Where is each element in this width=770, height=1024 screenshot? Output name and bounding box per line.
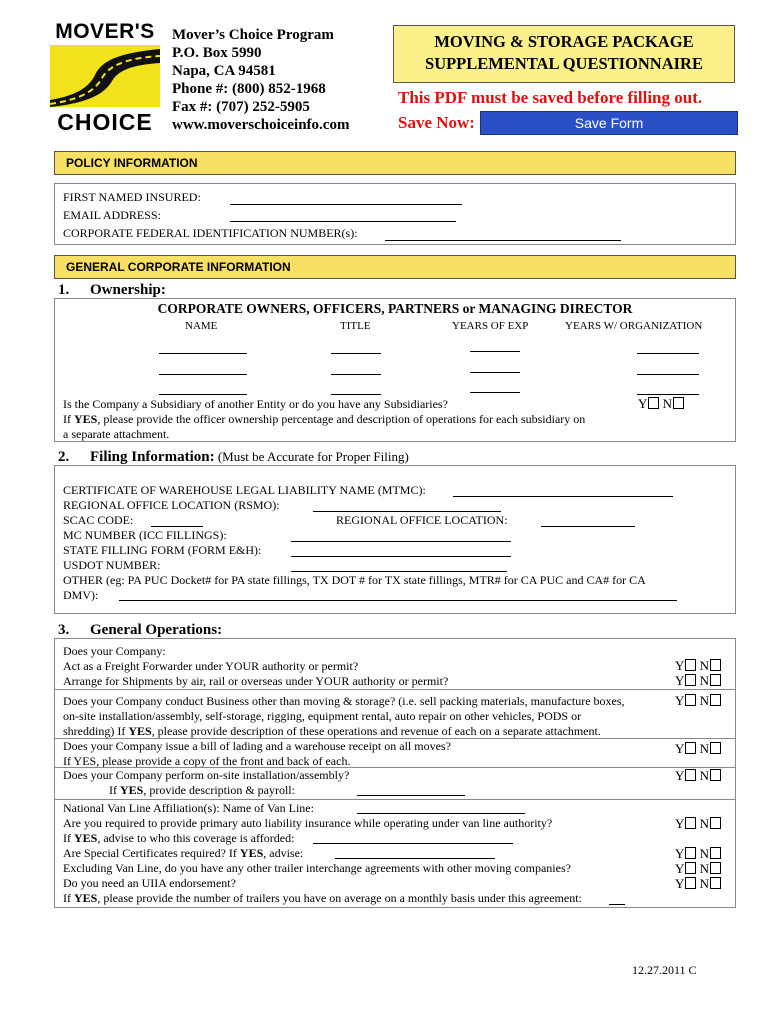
rsmo-field[interactable] — [313, 511, 501, 512]
form-version: 12.27.2011 C — [632, 963, 697, 977]
column-title: TITLE — [340, 320, 371, 332]
address-phone: Phone #: (800) 852-1968 — [172, 81, 326, 97]
subsidiary-instruction: a separate attachment. — [63, 427, 170, 441]
owner-name-field[interactable] — [159, 374, 247, 375]
onsite-installation-field[interactable] — [357, 795, 465, 796]
uiia-yes-no[interactable]: Y N — [675, 876, 721, 892]
filing-information-box — [54, 465, 736, 614]
save-form-button[interactable]: Save Form — [480, 111, 738, 135]
freight-forwarder-yes-no[interactable]: Y N — [675, 658, 721, 674]
policy-information-box — [54, 183, 736, 245]
fein-field[interactable] — [385, 240, 621, 241]
owner-title-field[interactable] — [331, 394, 381, 395]
usdot-label: USDOT NUMBER: — [63, 558, 161, 572]
section-number: 3. — [58, 622, 70, 638]
mc-number-field[interactable] — [291, 541, 511, 542]
owner-years-org-field[interactable] — [637, 394, 699, 395]
other-business-yes-no[interactable]: Y N — [675, 693, 721, 709]
bill-of-lading-yes-no[interactable]: Y N — [675, 741, 721, 757]
save-now-label: Save Now: — [398, 113, 475, 132]
road-icon — [50, 45, 160, 107]
column-years-org: YEARS W/ ORGANIZATION — [565, 320, 703, 332]
first-named-insured-field[interactable] — [230, 204, 462, 205]
scac-field[interactable] — [151, 526, 203, 527]
special-certificates-yes-no[interactable]: Y N — [675, 846, 721, 862]
subsidiary-question: Is the Company a Subsidiary of another Entity or do you have any Subsidiaries? — [63, 397, 448, 411]
policy-information-header: POLICY INFORMATION — [54, 151, 736, 175]
onsite-installation-question: Does your Company perform on-site installation/assembly? — [63, 768, 350, 782]
form-title: MOVING & STORAGE PACKAGE — [434, 32, 694, 51]
program-address — [172, 26, 349, 134]
van-line-name-field[interactable] — [357, 813, 525, 814]
other-filings-field[interactable] — [119, 600, 677, 601]
owner-title-field[interactable] — [331, 374, 381, 375]
trailer-interchange-yes-no[interactable]: Y N — [675, 861, 721, 877]
general-operations-title: General Operations: — [90, 622, 223, 638]
address-website: www.moverschoiceinfo.com — [172, 117, 350, 133]
ownership-title: Ownership: — [90, 282, 166, 298]
does-your-company-label: Does your Company: — [63, 644, 166, 658]
filing-title: Filing Information: (Must be Accurate for Proper Filing) — [90, 449, 409, 465]
owner-name-field[interactable] — [159, 353, 247, 354]
form-title-box — [393, 25, 735, 83]
owner-years-org-field[interactable] — [637, 374, 699, 375]
email-address-field[interactable] — [230, 221, 456, 222]
auto-liability-question: Are you required to provide primary auto liability insurance while operating under van line authority? — [63, 816, 553, 830]
uiia-question: Do you need an UIIA endorsement? — [63, 876, 236, 890]
auto-liability-yes-no[interactable]: Y N — [675, 816, 721, 832]
mtmc-field[interactable] — [453, 496, 673, 497]
arrange-shipments-yes-no[interactable]: Y N — [675, 673, 721, 689]
email-address-label: EMAIL ADDRESS: — [63, 208, 161, 222]
auto-liability-field[interactable] — [313, 843, 513, 844]
regional-office-field[interactable] — [541, 526, 635, 527]
ownership-box: CORPORATE OWNERS, OFFICERS, PARTNERS or MANAGING DIRECTOR NAME TITLE YEARS OF EXP YEARS W/ ORGANIZATION Is the Company a Subsidiary of another Entity or do you have any Subsidiaries? Y N If YES, please provide the officer ownership percentage and description of operations for each subsidiary on a separate attachment. — [54, 298, 736, 442]
subsidiary-yes-no[interactable]: Y N — [638, 396, 684, 412]
trailers-number-field[interactable] — [609, 904, 625, 905]
rsmo-label: REGIONAL OFFICE LOCATION (RSMO): — [63, 498, 280, 512]
state-filing-field[interactable] — [291, 556, 511, 557]
van-line-affiliation-label: National Van Line Affiliation(s): Name of Van Line: — [63, 801, 314, 815]
state-filing-label: STATE FILLING FORM (FORM E&H): — [63, 543, 262, 557]
section-number: 2. — [58, 449, 70, 465]
address-fax: Fax #: (707) 252-5905 — [172, 99, 310, 115]
freight-forwarder-question: Act as a Freight Forwarder under YOUR authority or permit? — [63, 659, 359, 673]
movers-choice-logo — [50, 20, 160, 135]
address-line: Napa, CA 94581 — [172, 63, 276, 79]
other-business-text: on-site installation/assembly, self-storage, rigging, equipment rental, auto repair on other vehicles, PODS or — [63, 709, 582, 723]
address-line: Mover’s Choice Program — [172, 27, 334, 43]
section-number: 1. — [58, 282, 70, 298]
regional-office-label: REGIONAL OFFICE LOCATION: — [336, 513, 508, 527]
owner-title-field[interactable] — [331, 353, 381, 354]
first-named-insured-label: FIRST NAMED INSURED: — [63, 190, 201, 204]
owner-years-exp-field[interactable] — [470, 372, 520, 373]
trailer-interchange-question: Excluding Van Line, do you have any other trailer interchange agreements with other moving companies? — [63, 861, 571, 875]
onsite-installation-yes-no[interactable]: Y N — [675, 768, 721, 784]
address-line: P.O. Box 5990 — [172, 45, 262, 61]
bill-of-lading-instruction: If YES, please provide a copy of the front and back of each. — [63, 754, 351, 768]
mc-number-label: MC NUMBER (ICC FILLINGS): — [63, 528, 227, 542]
special-certificates-field[interactable] — [335, 858, 495, 859]
owner-years-exp-field[interactable] — [470, 351, 520, 352]
other-filings-label: OTHER (eg: PA PUC Docket# for PA state fillings, TX DOT # for TX state fillings, MTR# for CA PUC and CA# for CA — [63, 573, 646, 587]
arrange-shipments-question: Arrange for Shipments by air, rail or overseas under YOUR authority or permit? — [63, 674, 449, 688]
logo-top-text: MOVER'S — [55, 20, 155, 43]
dmv-label: DMV): — [63, 588, 99, 602]
form-subtitle: SUPPLEMENTAL QUESTIONNAIRE — [425, 54, 703, 73]
owner-name-field[interactable] — [159, 394, 247, 395]
scac-label: SCAC CODE: — [63, 513, 134, 527]
ownership-subtitle: CORPORATE OWNERS, OFFICERS, PARTNERS or MANAGING DIRECTOR — [157, 301, 633, 316]
column-years-exp: YEARS OF EXP — [452, 320, 529, 332]
save-warning: This PDF must be saved before filling out. — [398, 88, 703, 107]
bill-of-lading-question: Does your Company issue a bill of lading and a warehouse receipt on all moves? — [63, 739, 451, 753]
owner-years-org-field[interactable] — [637, 353, 699, 354]
column-name: NAME — [185, 320, 218, 332]
fein-label: CORPORATE FEDERAL IDENTIFICATION NUMBER(s): — [63, 226, 358, 240]
general-operations-box: Does your Company: Act as a Freight Forwarder under YOUR authority or permit? Y N Arrange for Shipments by air, rail or overseas under YOUR authority or permit? Y N Does your Company conduct Business other than moving & storage? (i.e. sell packing materials, manufacture boxes, Y N on-site installation/assembly, self-storage, rigging, equipment rental, auto repair on other vehicles, PODS or shredding) If YES, please provide description of these operations and revenue of each on a separate attachment. Does your Company issue a bill of lading and a warehouse receipt on all moves? Y N If YES, please provide a copy of the front and back of each. Does your Company perform on-site installation/assembly? Y N If YES, provide description & payroll: National Van Line Affiliation(s): Name of Van Line: Are you required to provide primary auto liability insurance while operating under van line authority? Y N If YES, advise to who this coverage is afforded: Are Special Certificates required? If YES, advise: Y N Excluding Van Line, do you have any other trailer interchange agreements with other moving companies? Y N Do you need an UIIA endorsement? Y N If YES, please provide the number of trailers you have on average on a monthly basis under this agreement: — [54, 638, 736, 908]
usdot-field[interactable] — [291, 571, 507, 572]
mtmc-label: CERTIFICATE OF WAREHOUSE LEGAL LIABILITY NAME (MTMC): — [63, 483, 426, 497]
logo-bottom-text: CHOICE — [57, 109, 153, 135]
owner-years-exp-field[interactable] — [470, 392, 520, 393]
general-corporate-header: GENERAL CORPORATE INFORMATION — [54, 255, 736, 279]
other-business-question: Does your Company conduct Business other than moving & storage? (i.e. sell packing materials, manufacture boxes, — [63, 694, 625, 708]
